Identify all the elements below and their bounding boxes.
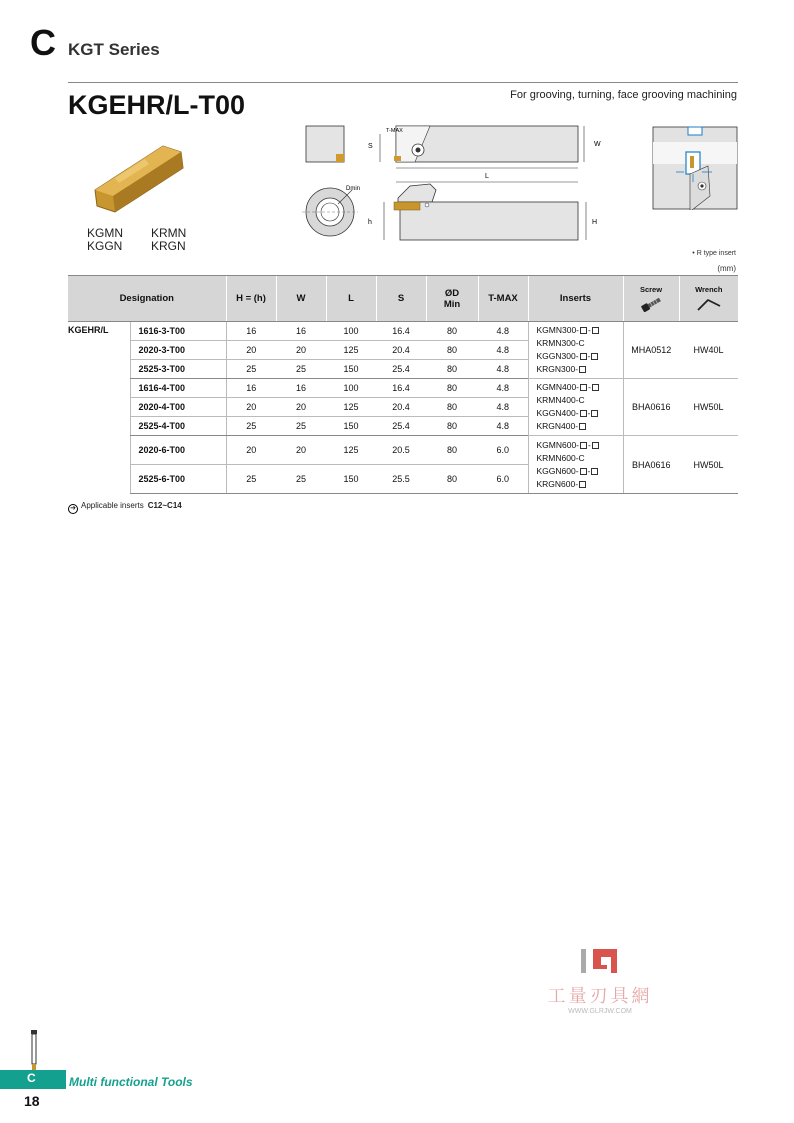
wrench-icon [696, 296, 722, 312]
page-subtitle: For grooving, turning, face grooving machining [510, 89, 737, 101]
col-w: W [276, 276, 326, 322]
cell-h: 20 [226, 436, 276, 465]
insert-name: KGGN [87, 239, 123, 253]
cell-od: 80 [426, 322, 478, 341]
row-code: 2525-3-T00 [130, 360, 226, 379]
cell-l: 150 [326, 465, 376, 494]
insert-names [87, 227, 215, 253]
tmax-label: T-MAX [386, 128, 403, 134]
cell-tmax: 4.8 [478, 341, 528, 360]
header-divider [68, 82, 738, 83]
col-tmax: T-MAX [478, 276, 528, 322]
cell-od: 80 [426, 465, 478, 494]
page-number: 18 [24, 1093, 40, 1109]
row-code: 2525-6-T00 [130, 465, 226, 494]
insert-code: KRGN300- [536, 364, 579, 374]
watermark-chinese: 工量刃具網 [547, 986, 653, 1006]
cell-tmax: 6.0 [478, 436, 528, 465]
watermark [530, 945, 670, 1015]
cell-w: 16 [276, 379, 326, 398]
col-l: L [326, 276, 376, 322]
cell-h: 16 [226, 379, 276, 398]
cell-od: 80 [426, 379, 478, 398]
face-grooving-diagram [652, 126, 738, 210]
insert-name: KRMN [151, 226, 187, 240]
h-large-label: H [592, 219, 598, 226]
unit-note: (mm) [717, 264, 736, 273]
cell-s: 20.5 [376, 436, 426, 465]
insert-code: KGMN400- [536, 382, 580, 392]
insert-code: KGMN600- [536, 439, 580, 450]
row-code: 2525-4-T00 [130, 417, 226, 436]
cell-w: 25 [276, 360, 326, 379]
cell-od: 80 [426, 417, 478, 436]
w-label: W [594, 141, 601, 148]
arrow-right-icon: ➔ [68, 504, 78, 514]
cell-l: 150 [326, 360, 376, 379]
insert-name: KGMN [87, 226, 123, 240]
cell-w: 16 [276, 322, 326, 341]
row-code: 2020-4-T00 [130, 398, 226, 417]
tool-icon [28, 1030, 40, 1070]
page-title: KGEHR/L-T00 [68, 90, 246, 120]
h-small-label: h [368, 219, 372, 226]
row-code: 1616-4-T00 [130, 379, 226, 398]
col-od-main: ØD [444, 287, 460, 299]
insert-code: KGGN600- [536, 465, 579, 476]
dmin-label: Dmin [346, 186, 361, 192]
cell-l: 125 [326, 398, 376, 417]
cell-od: 80 [426, 341, 478, 360]
table-row [68, 436, 738, 465]
cell-tmax: 4.8 [478, 379, 528, 398]
cell-h: 20 [226, 341, 276, 360]
section-letter: C [30, 22, 56, 63]
cell-s: 20.4 [376, 341, 426, 360]
col-inserts: Inserts [528, 276, 623, 322]
cell-tmax: 4.8 [478, 398, 528, 417]
insert-name: KRGN [151, 239, 186, 253]
applicable-inserts-note [68, 501, 182, 514]
cell-od: 80 [426, 436, 478, 465]
cell-tmax: 4.8 [478, 360, 528, 379]
cell-inserts: KGMN400- - KRMN400-C KGGN400- - KRGN400- [528, 379, 623, 436]
col-s: S [376, 276, 426, 322]
insert-image [85, 138, 195, 218]
cell-tmax: 4.8 [478, 322, 528, 341]
cell-wrench: HW40L [679, 322, 738, 379]
insert-code: KGGN400- [536, 408, 579, 418]
insert-code: KRGN600- [536, 478, 579, 489]
cell-h: 25 [226, 417, 276, 436]
cell-w: 20 [276, 398, 326, 417]
cell-s: 25.5 [376, 465, 426, 494]
table-header-row [68, 276, 738, 322]
insert-code: KGMN300- [536, 325, 580, 335]
col-wrench-label: Wrench [695, 285, 723, 294]
row-code: 1616-3-T00 [130, 322, 226, 341]
cell-wrench: HW50L [679, 436, 738, 494]
cell-wrench: HW50L [679, 379, 738, 436]
col-od [426, 276, 478, 322]
cell-s: 25.4 [376, 360, 426, 379]
cell-s: 16.4 [376, 379, 426, 398]
cell-w: 20 [276, 436, 326, 465]
row-code: 2020-6-T00 [130, 436, 226, 465]
cell-w: 25 [276, 465, 326, 494]
insert-code: KRGN400- [536, 421, 579, 431]
cell-w: 20 [276, 341, 326, 360]
footer-section-title: Multi functional Tools [69, 1075, 193, 1089]
s-label: S [368, 143, 373, 150]
applicable-range: C12~C14 [147, 501, 182, 510]
col-screw-label: Screw [639, 285, 663, 294]
cell-w: 25 [276, 417, 326, 436]
applicable-label: Applicable inserts [81, 501, 144, 510]
insert-code: KRMN400-C [536, 395, 585, 405]
section-tab-letter: C [27, 1071, 36, 1085]
col-designation: Designation [68, 276, 226, 322]
cell-od: 80 [426, 398, 478, 417]
cell-l: 150 [326, 417, 376, 436]
row-code: 2020-3-T00 [130, 341, 226, 360]
r-type-note: • R type insert [692, 250, 736, 257]
cell-h: 25 [226, 465, 276, 494]
cell-tmax: 4.8 [478, 417, 528, 436]
spec-table [68, 275, 738, 494]
group-label: KGEHR/L [68, 325, 109, 335]
cell-s: 16.4 [376, 322, 426, 341]
holder-dimension-diagram [300, 118, 610, 248]
insert-code: KGGN300- [536, 351, 579, 361]
series-title: KGT Series [68, 40, 160, 59]
col-wrench [679, 276, 738, 322]
cell-h: 16 [226, 322, 276, 341]
cell-l: 125 [326, 341, 376, 360]
cell-screw: MHA0512 [623, 322, 679, 379]
col-screw [623, 276, 679, 322]
cell-l: 100 [326, 379, 376, 398]
table-row [68, 379, 738, 398]
insert-code: KRMN600-C [536, 452, 585, 463]
insert-code: KRMN300-C [536, 338, 585, 348]
cell-l: 125 [326, 436, 376, 465]
col-od-sub: Min [443, 298, 461, 310]
l-label: L [485, 173, 489, 180]
screw-icon [638, 296, 664, 312]
cell-tmax: 6.0 [478, 465, 528, 494]
cell-inserts: KGMN600- - KRMN600-C KGGN600- - KRGN600- [528, 436, 623, 494]
cell-inserts: KGMN300- - KRMN300-C KGGN300- - KRGN300- [528, 322, 623, 379]
cell-screw: BHA0616 [623, 379, 679, 436]
watermark-logo-icon [575, 945, 625, 977]
cell-od: 80 [426, 360, 478, 379]
cell-s: 20.4 [376, 398, 426, 417]
cell-s: 25.4 [376, 417, 426, 436]
cell-h: 20 [226, 398, 276, 417]
watermark-url: WWW.GLRJW.COM [568, 1008, 632, 1015]
cell-l: 100 [326, 322, 376, 341]
cell-screw: BHA0616 [623, 436, 679, 494]
col-h: H = (h) [226, 276, 276, 322]
cell-h: 25 [226, 360, 276, 379]
table-row [68, 322, 738, 341]
